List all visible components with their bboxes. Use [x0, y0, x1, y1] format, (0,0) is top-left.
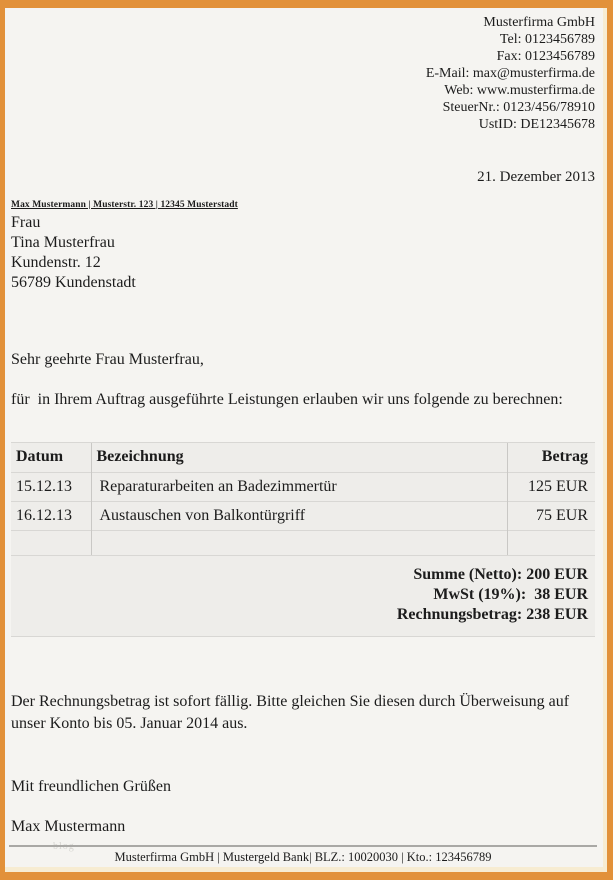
company-contact-block [11, 14, 595, 133]
company-web: Web: www.musterfirma.de [444, 83, 595, 98]
item-amount: 125 EUR [528, 477, 588, 495]
invoice-items-block [11, 442, 595, 637]
column-header-datum: Datum [11, 443, 91, 472]
table-row [11, 501, 595, 530]
company-name: Musterfirma GmbH [483, 15, 595, 30]
footer-bank-details: Musterfirma GmbH | Mustergeld Bank| BLZ.: 10020030 | Kto.: 123456789 [114, 850, 492, 864]
item-amount: 75 EUR [536, 506, 588, 524]
invoice-items-table [11, 443, 595, 555]
invoice-totals [11, 555, 595, 636]
invoice-letter [5, 8, 607, 872]
company-tax-number: SteuerNr.: 0123/456/78910 [442, 100, 595, 115]
total-gross: Rechnungsbetrag: 238 EUR [396, 606, 588, 623]
footer-divider [9, 845, 597, 847]
payment-terms-paragraph: Der Rechnungsbetrag ist sofort fällig. Bitte gleichen Sie diesen durch Überweisung auf unser Konto bis 05. Januar 2014 aus. [11, 693, 574, 732]
recipient-address-block [11, 213, 595, 293]
invoice-date: 21. Dezember 2013 [477, 169, 595, 185]
table-row [11, 472, 595, 501]
table-header-row [11, 443, 595, 472]
item-description: Austauschen von Balkontürgriff [91, 501, 507, 530]
letter-closing: Mit freundlichen Grüßen [11, 778, 171, 795]
recipient-salutation-word: Frau [11, 214, 41, 231]
table-empty-row [11, 530, 595, 555]
column-header-betrag: Betrag [541, 448, 588, 466]
recipient-name: Tina Musterfrau [11, 234, 115, 251]
letter-salutation: Sehr geehrte Frau Musterfrau, [11, 351, 204, 368]
signature-name: Max Mustermann [11, 818, 126, 835]
recipient-street: Kundenstr. 12 [11, 254, 101, 271]
total-net: Summe (Netto): 200 EUR [413, 566, 588, 583]
letter-intro-paragraph: für in Ihrem Auftrag ausgeführte Leistungen erlauben wir uns folgende zu berechnen: [11, 391, 563, 408]
item-date: 16.12.13 [11, 501, 91, 530]
item-description: Reparaturarbeiten an Badezimmertür [91, 472, 507, 501]
faint-watermark: blog [53, 841, 75, 852]
item-date: 15.12.13 [11, 472, 91, 501]
sender-return-address: Max Mustermann | Musterstr. 123 | 12345 Musterstadt [11, 200, 238, 210]
company-phone: Tel: 0123456789 [499, 32, 595, 47]
company-email: E-Mail: max@musterfirma.de [425, 66, 595, 81]
letter-footer [9, 845, 597, 867]
recipient-city: 56789 Kundenstadt [11, 274, 136, 291]
column-header-bezeichnung: Bezeichnung [91, 443, 507, 472]
total-vat: MwSt (19%): 38 EUR [433, 586, 588, 603]
company-fax: Fax: 0123456789 [496, 49, 595, 64]
company-vat-id: UstID: DE12345678 [478, 117, 595, 132]
